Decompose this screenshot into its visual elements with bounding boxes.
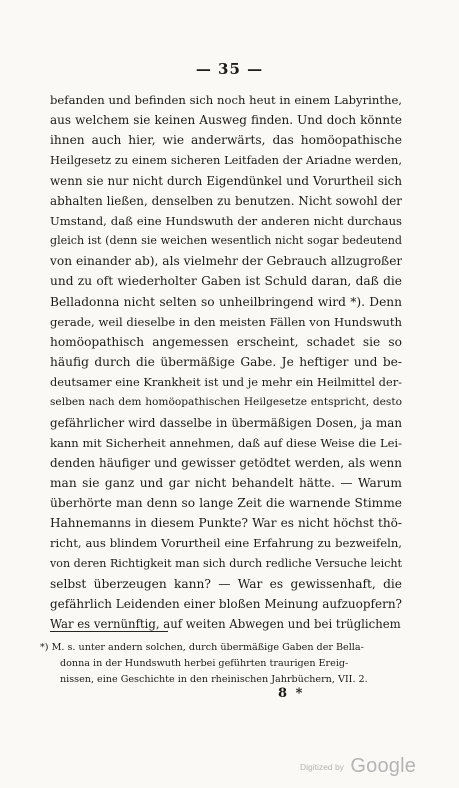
text-line: gerade, weil dieselbe in den meisten Fällen von Hundswuth [50,314,402,329]
footnote [40,640,404,688]
text-line: Umstand, daß eine Hundswuth der anderen nicht durchaus [50,213,402,228]
digitized-by-label: Digitized by [300,762,344,772]
text-line: deutsamer eine Krankheit ist und je mehr ein Heilmittel der- [50,375,402,390]
text-line: überhörte man denn so lange Zeit die warnende Stimme [50,496,402,511]
text-line: aus welchem sie keinen Ausweg finden. Und doch könnte [50,113,402,128]
text-line: wenn sie nur nicht durch Eigendünkel und Vorurtheil sich [50,173,402,188]
text-line: von deren Richtigkeit man sich durch redliche Versuche leicht [50,556,402,570]
footnote-line: *) M. s. unter andern solchen, durch übermäßige Gaben der Bella- [40,642,364,653]
text-line: kann mit Sicherheit annehmen, daß auf diese Weise die Lei- [50,435,402,450]
page-number: — 35 — [195,60,264,78]
text-line: ihnen auch hier, wie anderwärts, das homöopathische [50,133,402,148]
text-line: selben nach dem homöopathischen Heilgesetze entspricht, desto [50,396,402,409]
text-line: befanden und befinden sich noch heut in einem Labyrinthe, [50,93,402,107]
text-line: War es vernünftig, auf weiten Abwegen und bei trüglichem [50,617,401,632]
text-line: richt, aus blindem Vorurtheil eine Erfahrung zu bezweifeln, [50,536,402,551]
text-line: abhalten ließen, denselben zu benutzen. Nicht sowohl der [50,193,402,208]
google-logo: Google [350,755,417,777]
signature-mark: 8 * [278,686,305,701]
footnote-line: donna in der Hundswuth herbei geführten traurigen Ereig- [60,658,349,669]
text-line: Belladonna nicht selten so unheilbringend wird *). Denn [50,294,402,309]
text-line: gleich ist (denn sie weichen wesentlich nicht sogar bedeutend [50,234,402,248]
footnote-divider [50,631,168,632]
text-line: und zu oft wiederholter Gaben ist Schuld daran, daß die [50,274,402,289]
text-line: gefährlicher wird dasselbe in übermäßigen Dosen, ja man [50,415,402,430]
body-text [50,90,402,634]
text-line: Heilgesetz zu einem sicheren Leitfaden der Ariadne werden, [50,153,402,168]
text-line: selbst überzeugen kann? — War es gewissenhaft, die [50,576,402,591]
text-line: häufig durch die übermäßige Gabe. Je heftiger und be- [50,355,402,370]
text-line: denden häufiger und gewisser getödtet werden, als wenn [50,455,402,470]
text-line: von einander ab), als vielmehr der Gebrauch allzugroßer [50,254,402,269]
text-line: man sie ganz und gar nicht behandelt hätte. — Warum [50,475,402,490]
footnote-line: nissen, eine Geschichte in den rheinischen Jahrbüchern, VII. 2. [60,674,368,685]
text-line: Hahnemanns in diesem Punkte? War es nicht höchst thö- [50,516,402,531]
text-line: homöopathisch angemessen erscheint, schadet sie so [50,334,402,349]
digitized-watermark [300,755,416,778]
text-line: gefährlich Leidenden einer bloßen Meinung aufzuopfern? [50,596,402,611]
